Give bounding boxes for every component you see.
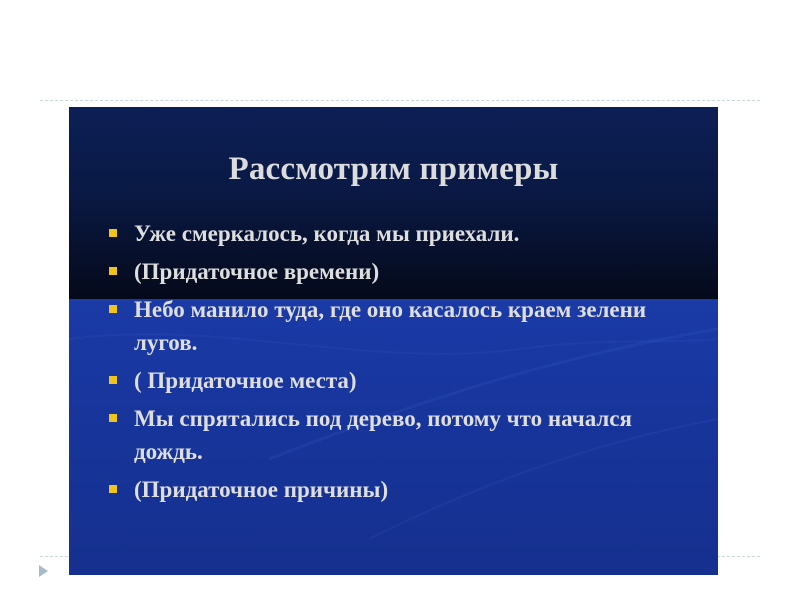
square-bullet-icon xyxy=(109,376,117,384)
square-bullet-icon xyxy=(109,305,117,313)
bullet-text: ( Придаточное места) xyxy=(134,368,357,393)
bullet-text: Уже смеркалось, когда мы приехали. xyxy=(134,221,520,246)
slide xyxy=(69,107,718,575)
bullet-text: Мы спрятались под дерево, потому что начался дождь. xyxy=(134,406,632,464)
bullet-item xyxy=(109,402,699,468)
bullet-list xyxy=(109,217,699,506)
bullet-text: (Придаточное времени) xyxy=(134,259,380,284)
bullet-item xyxy=(109,473,699,506)
bullet-item xyxy=(109,255,699,288)
bullet-item xyxy=(109,217,699,250)
bullet-text: (Придаточное причины) xyxy=(134,477,389,502)
bullet-item xyxy=(109,364,699,397)
bullet-item xyxy=(109,293,699,359)
square-bullet-icon xyxy=(109,414,117,422)
top-guide-line xyxy=(40,100,760,101)
slide-title: Рассмотрим примеры xyxy=(228,151,559,187)
square-bullet-icon xyxy=(109,229,117,237)
next-slide-arrow-icon[interactable] xyxy=(39,565,48,577)
square-bullet-icon xyxy=(109,267,117,275)
square-bullet-icon xyxy=(109,485,117,493)
bullet-text: Небо манило туда, где оно касалось краем зелени лугов. xyxy=(134,297,647,355)
